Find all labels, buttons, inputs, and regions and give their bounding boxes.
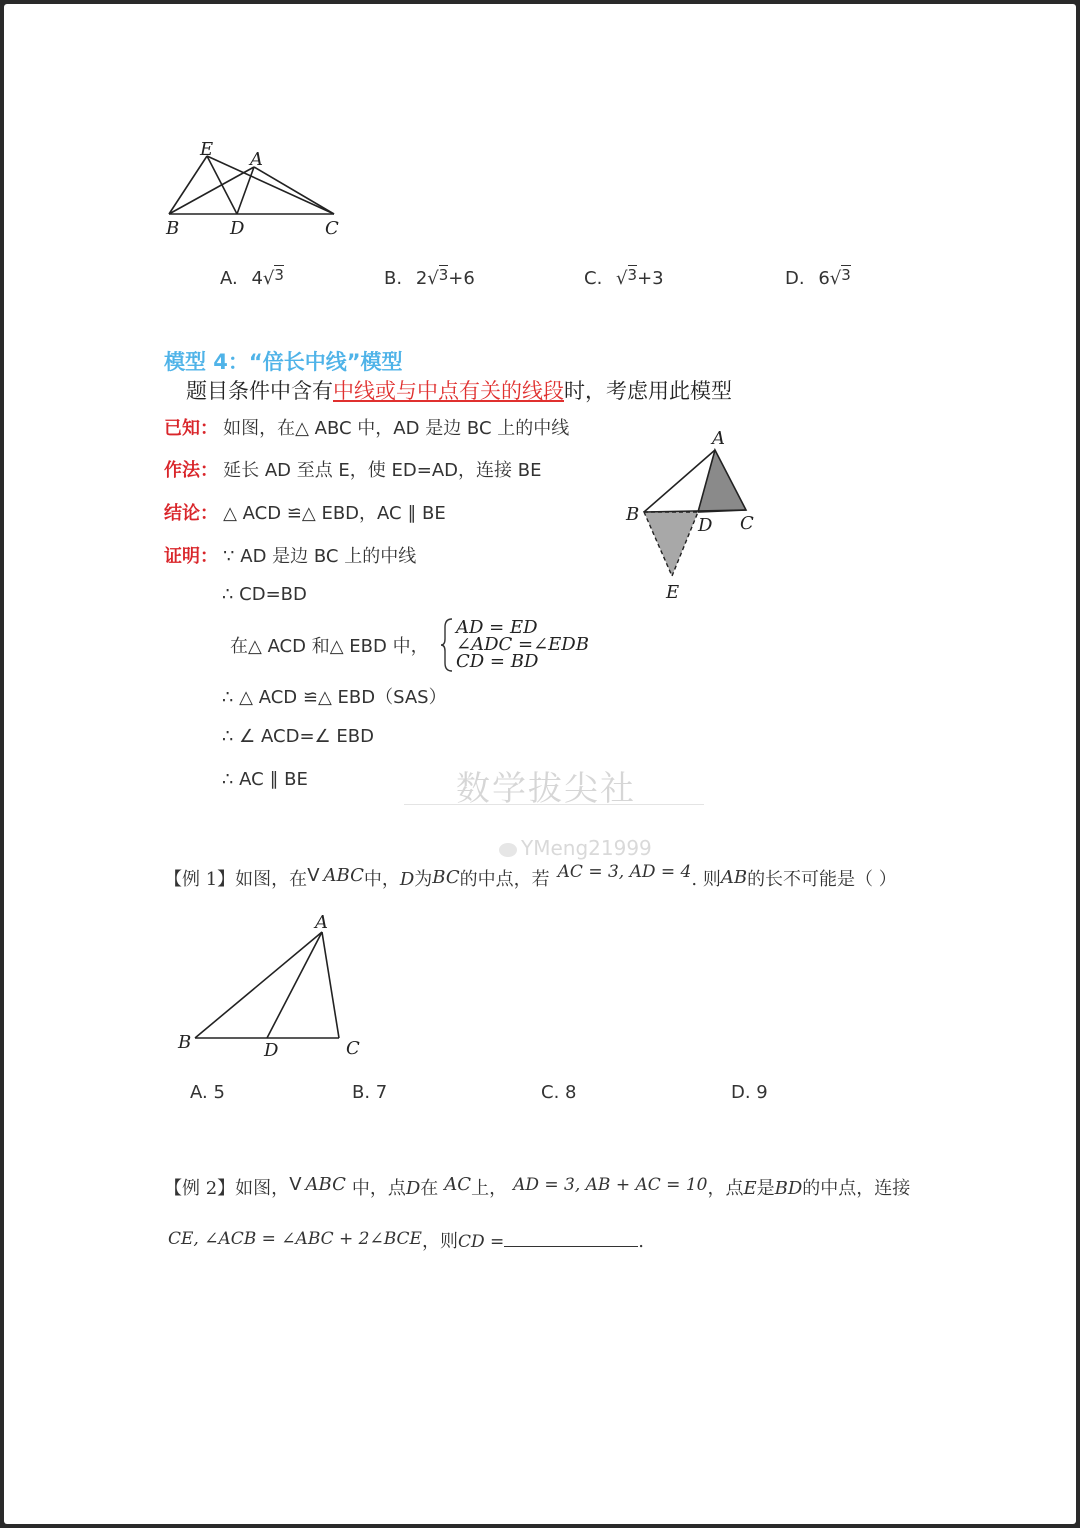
option-d-radicand: 3 <box>841 266 851 284</box>
proof-label: 证明： <box>164 546 218 567</box>
label-A: A <box>712 428 725 449</box>
ex2-text-6: 是 <box>756 1178 775 1199</box>
ex1-option-b: B. 7 <box>352 1082 388 1103</box>
ex2-text-3: 在 <box>420 1178 439 1199</box>
conclusion-label: 结论： <box>164 503 218 524</box>
ex2-abc: ABC <box>305 1174 346 1195</box>
document-page <box>4 4 1076 1524</box>
sqrt-icon: √$^3$ <box>829 266 851 289</box>
wechat-icon <box>499 843 517 857</box>
label-C: C <box>325 218 339 239</box>
ex1-text-4: 的中点，若 <box>459 869 550 890</box>
ex1-option-c: C. 8 <box>541 1082 577 1103</box>
brace-row-3: CD = BD <box>456 651 539 672</box>
sqrt-icon: √$^3$ <box>616 266 638 289</box>
label-D: D <box>264 1040 279 1061</box>
ex2-text-2: 中，点 <box>351 1178 406 1199</box>
option-b <box>384 266 475 289</box>
answer-blank[interactable] <box>504 1228 638 1247</box>
ex2-math-condition: CE, ∠ACB = ∠ABC + 2∠BCE <box>168 1229 422 1249</box>
ex1-option-a: A. 5 <box>190 1082 225 1103</box>
left-brace-icon <box>440 617 454 673</box>
sqrt-icon: √$^3$ <box>427 266 449 289</box>
ex1-abc: ABC <box>323 865 364 886</box>
ex2-ac: AC <box>444 1174 472 1195</box>
ex2-text-4: 上， <box>471 1178 508 1199</box>
triangle-BDE-shaded <box>644 512 698 576</box>
model-heading: 模型 4：“倍长中线”模型 <box>164 350 403 374</box>
ex1-ab: AB <box>720 867 748 888</box>
option-c-letter: C. <box>584 268 603 289</box>
conclusion-row <box>164 499 446 525</box>
seg-EB <box>169 156 207 214</box>
option-b-post: +6 <box>448 268 475 289</box>
option-d-letter: D. <box>785 268 805 289</box>
ex2-condition: AD = 3, AB + AC = 10 <box>513 1175 708 1195</box>
watermark-divider <box>404 804 704 805</box>
watermark-main: 数学拔尖社 <box>456 769 636 809</box>
label-E: E <box>200 139 214 160</box>
ex1-condition: AC = 3, AD = 4 <box>557 862 692 882</box>
label-B: B <box>166 218 180 239</box>
proof-line-1: ∵ AD 是边 BC 上的中线 <box>223 546 417 567</box>
intro-highlight: 中线或与中点有关的线段 <box>333 379 564 403</box>
proof-line-6: ∴ AC ∥ BE <box>222 769 308 790</box>
example-1-question <box>164 862 897 891</box>
option-a <box>220 266 284 289</box>
ex2-text-5: ，点 <box>707 1178 744 1199</box>
known-label: 已知： <box>164 418 218 439</box>
option-d <box>785 266 851 289</box>
example-2-question <box>164 1174 910 1200</box>
proof-line-5: ∴ ∠ ACD=∠ EBD <box>222 726 374 747</box>
proof-line-3-prefix: 在△ ACD 和△ EBD 中， <box>230 636 429 657</box>
ex1-text-5: . 则 <box>691 869 721 890</box>
ex2-triangle-symbol: V <box>289 1174 302 1195</box>
ex2-bd: BD <box>774 1178 803 1199</box>
ex2-cd: CD = <box>457 1232 505 1252</box>
label-D: D <box>698 515 713 536</box>
option-d-coef: 6 <box>818 268 830 289</box>
label-D: D <box>230 218 245 239</box>
ex1-text-1: 【例 1】如图，在 <box>164 869 308 890</box>
option-a-coef: 4 <box>251 268 263 289</box>
label-C: C <box>346 1038 360 1059</box>
known-text: 如图，在△ ABC 中，AD 是边 BC 上的中线 <box>223 418 570 439</box>
option-b-letter: B. <box>384 268 403 289</box>
top-triangle-figure <box>154 134 354 244</box>
seg-AC <box>322 932 339 1038</box>
label-C: C <box>740 513 754 534</box>
intro-before: 题目条件中含有 <box>186 379 333 403</box>
seg-BC <box>644 510 746 512</box>
ex1-option-d: D. 9 <box>731 1082 768 1103</box>
model-figure <box>616 424 776 604</box>
intro-after: 时，考虑用此模型 <box>564 379 732 403</box>
ex2-text-7: 的中点，连接 <box>802 1178 911 1199</box>
brace-row-1: AD = ED <box>456 617 538 638</box>
seg-AD <box>267 932 322 1038</box>
method-row <box>164 456 541 482</box>
watermark-sub-text: YMeng21999 <box>521 836 652 860</box>
known-row <box>164 414 569 440</box>
option-c-post: +3 <box>637 268 664 289</box>
conclusion-text: △ ACD ≌△ EBD，AC ∥ BE <box>223 503 446 524</box>
ex2-d: D <box>405 1178 421 1199</box>
option-b-radicand: 3 <box>438 266 449 284</box>
seg-EC <box>207 156 334 214</box>
method-label: 作法： <box>164 460 218 481</box>
example-1-figure <box>169 904 369 1064</box>
seg-AB <box>169 167 254 214</box>
ex1-text-6: 的长不可能是（ ） <box>747 869 897 890</box>
ex1-text-2: 中， <box>363 869 400 890</box>
method-text: 延长 AD 至点 E，使 ED=AD，连接 BE <box>223 460 542 481</box>
ex1-text-3: 为 <box>414 869 433 890</box>
ex1-triangle-symbol: V <box>307 865 320 886</box>
proof-line-2: ∴ CD=BD <box>222 584 307 605</box>
brace-row-2: ∠ADC =∠EDB <box>456 634 589 655</box>
option-b-coef: 2 <box>415 268 428 289</box>
ex2-end: . <box>638 1231 645 1252</box>
ex2-e: E <box>743 1178 757 1199</box>
ex1-d: D <box>399 869 415 890</box>
label-A: A <box>250 149 263 170</box>
ex2-text-1: 【例 2】如图， <box>164 1178 290 1199</box>
option-c-radicand: 3 <box>627 266 638 284</box>
proof-line-4: ∴ △ ACD ≌△ EBD（SAS） <box>222 687 447 708</box>
seg-AB <box>195 932 322 1038</box>
example-2-line-2 <box>168 1227 644 1253</box>
ex1-bc: BC <box>432 867 460 888</box>
sqrt-icon: √$^3$ <box>262 266 284 289</box>
seg-AC <box>254 167 334 214</box>
option-a-radicand: 3 <box>274 266 284 284</box>
option-c <box>584 266 664 289</box>
proof-row <box>164 542 416 568</box>
model-intro <box>186 375 732 405</box>
label-A: A <box>315 912 328 933</box>
label-E: E <box>666 582 680 603</box>
option-a-letter: A. <box>220 268 238 289</box>
ex2-then: ，则 <box>421 1231 458 1252</box>
watermark-sub <box>499 836 652 860</box>
label-B: B <box>178 1032 192 1053</box>
label-B: B <box>626 504 640 525</box>
